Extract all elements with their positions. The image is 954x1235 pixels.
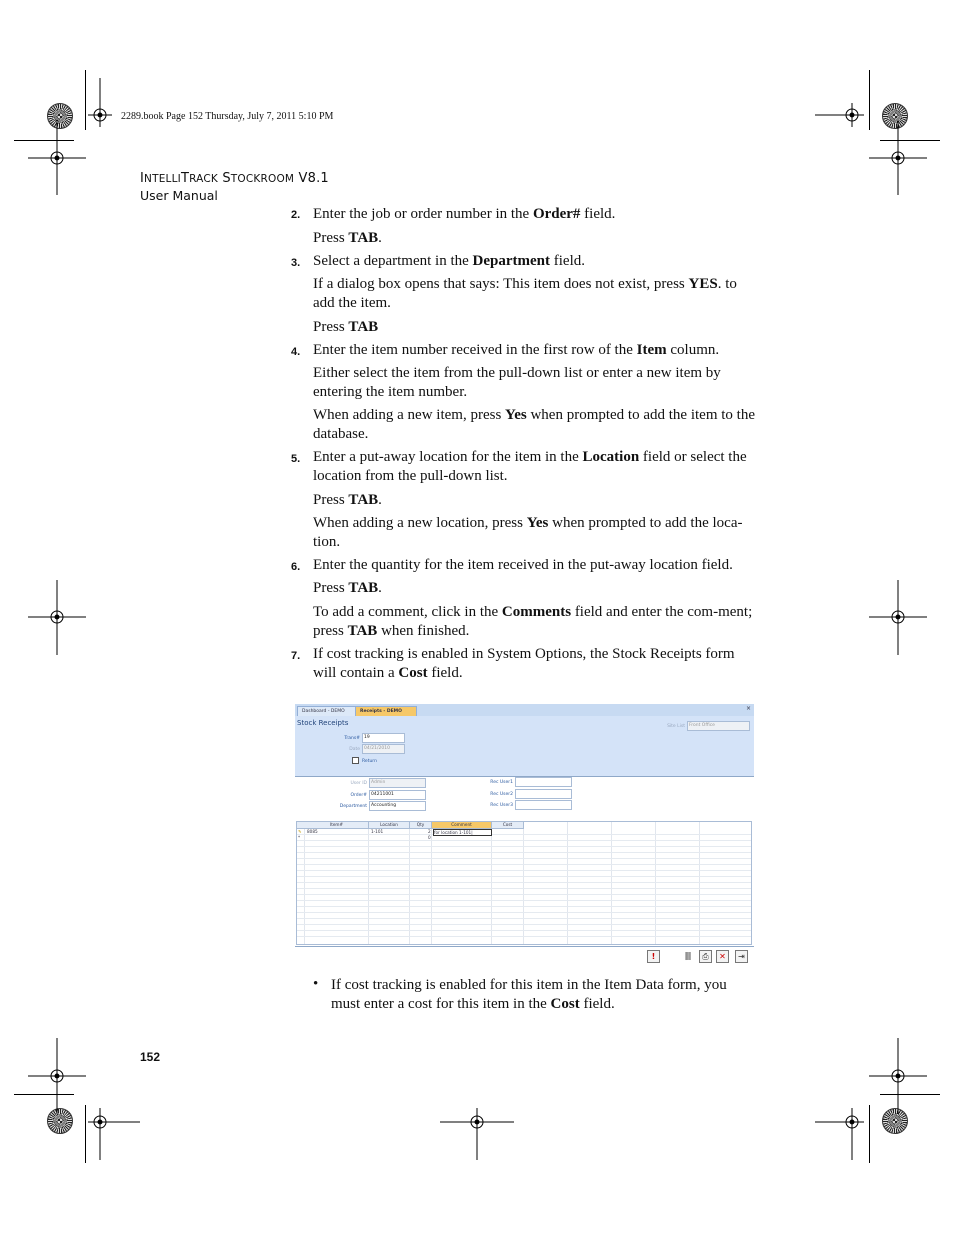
crosshair-icon xyxy=(815,1108,864,1160)
trans-label: Trans# xyxy=(344,736,360,741)
tab-dashboard[interactable]: Dashboard - DEMO xyxy=(297,706,361,717)
crosshair-icon xyxy=(869,120,927,195)
column-header-comment[interactable]: Comment xyxy=(432,822,492,828)
rec-user2-field[interactable] xyxy=(515,789,572,799)
form-header-section xyxy=(295,716,754,777)
crosshair-icon xyxy=(869,1038,927,1114)
barcode-icon[interactable]: ||| xyxy=(684,951,691,960)
crosshair-icon xyxy=(88,1108,140,1160)
department-label: Department xyxy=(339,804,367,809)
step-text: Press TAB. xyxy=(313,230,382,246)
rec-user3-field[interactable] xyxy=(515,800,572,810)
rec-user3-label: Rec User3 xyxy=(490,803,513,808)
step-text: Press TAB xyxy=(313,319,379,335)
step-text: Enter the job or order number in the Order# field. xyxy=(313,206,616,222)
column-header-item[interactable]: Item# xyxy=(305,822,369,828)
cell-qty[interactable]: 2 xyxy=(428,829,431,834)
form-title: Stock Receipts xyxy=(297,719,349,727)
trans-field[interactable]: 19 xyxy=(362,733,405,743)
site-label: Site List xyxy=(667,724,685,729)
step-number: 3. xyxy=(291,257,301,269)
step-text: Press TAB. xyxy=(313,492,382,508)
rec-user1-label: Rec User1 xyxy=(490,780,513,785)
crosshair-icon xyxy=(28,1038,86,1114)
running-header-subtitle: User Manual xyxy=(140,188,218,203)
step-text: If cost tracking is enabled in System Options, the Stock Receipts form will contain a Cost field. xyxy=(313,646,735,681)
step-text: Enter the quantity for the item received in the put-away location field. xyxy=(313,557,733,573)
edit-pencil-icon: ✎ xyxy=(298,829,302,834)
alert-button[interactable]: ! xyxy=(647,950,660,963)
running-header-title: INTELLITRACK STOCKROOM V8.1 xyxy=(140,171,329,186)
department-select[interactable]: Accounting xyxy=(369,801,426,811)
step-number: 4. xyxy=(291,346,301,358)
order-label: Order# xyxy=(350,793,367,798)
new-row-icon: * xyxy=(298,835,301,840)
return-checkbox[interactable] xyxy=(352,757,359,764)
order-field[interactable]: 04211001 xyxy=(369,790,426,800)
step-text: Press TAB. xyxy=(313,580,382,596)
return-label: Return xyxy=(362,759,377,764)
step-text: Either select the item from the pull-down list or enter a new item by entering the item number. xyxy=(313,365,721,400)
rec-user2-label: Rec User2 xyxy=(490,792,513,797)
step-number: 7. xyxy=(291,650,301,662)
site-select[interactable]: Front Office xyxy=(687,721,750,731)
cell-item[interactable]: 8085 xyxy=(307,829,318,834)
step-text: Enter the item number received in the first row of the Item column. xyxy=(313,342,720,358)
column-header-qty[interactable]: Qty xyxy=(410,822,432,828)
user-id-label: User ID xyxy=(350,781,367,786)
column-header-location[interactable]: Location xyxy=(369,822,410,828)
step-text: If a dialog box opens that says: This item does not exist, press YES. to add the item. xyxy=(313,276,737,311)
crosshair-icon xyxy=(815,103,864,127)
date-label: Date xyxy=(349,747,360,752)
print-button[interactable]: ⎙ xyxy=(699,950,712,963)
crosshair-icon xyxy=(28,120,86,195)
crosshair-icon xyxy=(440,1108,514,1160)
stock-receipts-screenshot xyxy=(295,704,754,964)
step-text: To add a comment, click in the Comments field and enter the com-ment; press TAB when finished. xyxy=(313,604,753,639)
date-field[interactable]: 04/21/2010 xyxy=(362,744,405,754)
rec-user1-field[interactable] xyxy=(515,777,572,787)
cell-comment[interactable]: for location 1-101| xyxy=(433,829,492,836)
user-id-field[interactable]: Admin xyxy=(369,778,426,788)
tab-receipts[interactable]: Receipts - DEMO xyxy=(355,706,417,717)
grid-header-row xyxy=(297,822,524,829)
page-number: 152 xyxy=(140,1050,161,1064)
column-header-cost[interactable]: Cost xyxy=(492,822,524,828)
exit-button[interactable]: ⇥ xyxy=(735,950,748,963)
step-number: 2. xyxy=(291,209,301,221)
step-text: When adding a new item, press Yes when prompted to add the item to the database. xyxy=(313,407,755,442)
form-toolbar xyxy=(295,946,754,965)
step-number: 6. xyxy=(291,561,301,573)
bullet-icon: • xyxy=(313,976,319,992)
step-text: Enter a put-away location for the item in the Location field or select the location from the pull-down list. xyxy=(313,449,747,484)
crosshair-icon xyxy=(869,580,927,655)
cancel-button[interactable]: ✕ xyxy=(716,950,729,963)
bullet-text: If cost tracking is enabled for this item in the Item Data form, you must enter a cost for this item in the Cost field. xyxy=(331,977,727,1012)
receipts-grid xyxy=(296,821,752,945)
crosshair-icon xyxy=(28,580,86,655)
close-tab-icon[interactable]: × xyxy=(745,705,751,712)
cell-qty[interactable]: 0 xyxy=(428,835,431,840)
print-slug: 2289.book Page 152 Thursday, July 7, 2011 5:10 PM xyxy=(121,111,334,122)
crosshair-icon xyxy=(88,78,112,127)
cell-location[interactable]: 1-101 xyxy=(371,829,384,834)
step-text: When adding a new location, press Yes when prompted to add the loca-tion. xyxy=(313,515,743,550)
step-number: 5. xyxy=(291,453,301,465)
step-text: Select a department in the Department field. xyxy=(313,253,586,269)
